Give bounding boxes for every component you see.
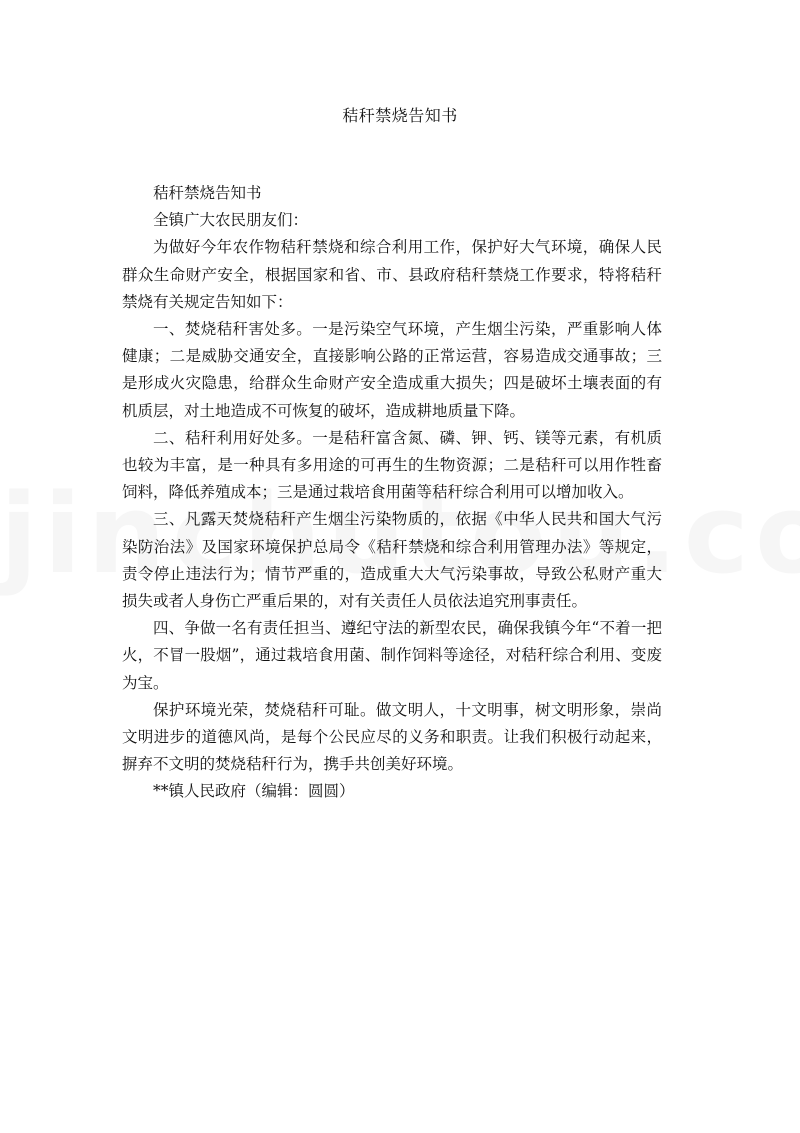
notice-heading: 秸秆禁烧告知书 (153, 184, 262, 202)
page-title: 秸秆禁烧告知书 (342, 106, 458, 125)
section-one-paragraph: 一、焚烧秸秆害处多。一是污染空气环境，产生烟尘污染，严重影响人体健康；二是威胁交通安全，直接影响公路的正常运营，容易造成交通事故；三是形成火灾隐患，给群众生命财产安全造成重大损失；四是破坏土壤表面的有机质层，对土地造成不可恢复的破坏，造成耕地质量下降。 (122, 320, 662, 420)
section-four-paragraph: 四、争做一名有责任担当、遵纪守法的新型农民，确保我镇今年“不着一把火，不冒一股烟”，通过栽培食用菌、制作饲料等途径，对秸秆综合利用、变废为宝。 (122, 619, 662, 692)
section-three-paragraph: 三、凡露天焚烧秸秆产生烟尘污染物质的，依据《中华人民共和国大气污染防治法》及国家环境保护总局令《秸秆禁烧和综合利用管理办法》等规定，责令停止违法行为；情节严重的，造成重大大气污染事故，导致公私财产重大损失或者人身伤亡严重后果的，对有关责任人员依法追究刑事责任。 (122, 510, 662, 611)
intro-paragraph: 为做好今年农作物秸秆禁烧和综合利用工作，保护好大气环境，确保人民群众生命财产安全，根据国家和省、市、县政府秸秆禁烧工作要求，特将秸秆禁烧有关规定告知如下： (122, 238, 662, 311)
signature-line: **镇人民政府（编辑：圆圆） (153, 782, 355, 801)
closing-paragraph: 保护环境光荣，焚烧秸秆可耻。做文明人，十文明事，树文明形象，崇尚文明进步的道德风尚，是每个公民应尽的义务和职责。让我们积极行动起来，摒弃不文明的焚烧秸秆行为，携手共创美好环境。 (122, 700, 662, 774)
section-two-paragraph: 二、秸秆利用好处多。一是秸秆富含氮、磷、钾、钙、镁等元素，有机质也较为丰富，是一种具有多用途的可再生的生物资源；二是秸秆可以用作牲畜饲料，降低养殖成本；三是通过栽培食用菌等秸秆综合利用可以增加收入。 (122, 428, 662, 502)
document-body (122, 180, 662, 806)
salutation: 全镇广大农民朋友们： (153, 211, 309, 230)
